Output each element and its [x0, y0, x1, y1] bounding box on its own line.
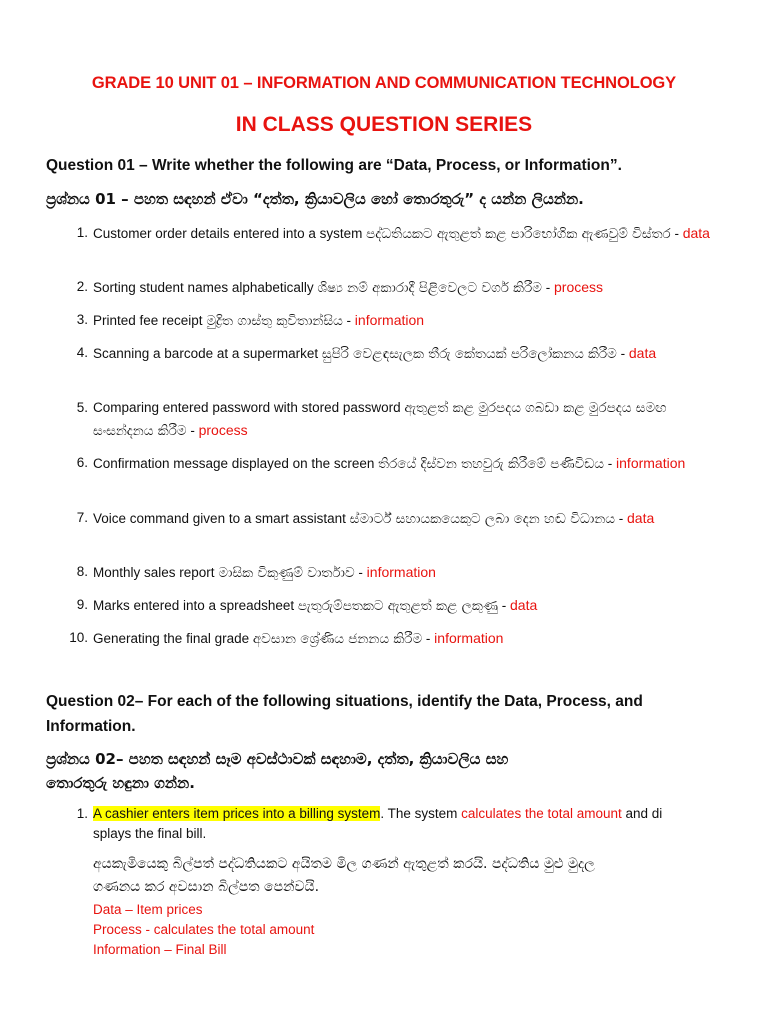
- list-item: [68, 507, 728, 530]
- item-separator: -: [186, 423, 199, 438]
- item-sinhala: සුපිරි වෙළඳසැලක තීරු කේතයක් පරිලෝකනය කිරීම: [321, 346, 617, 362]
- answer-information: Information – Final Bill: [93, 942, 227, 957]
- item-answer: process: [198, 422, 248, 438]
- list-item: [68, 342, 728, 365]
- question-1-sinhala-heading: ප්‍රශ්නය 01 – පහත සඳහන් ඒවා “දත්ත, ක්‍රියාවලිය හෝ තොරතුරු” ද යන්න ලියන්න.: [46, 190, 584, 208]
- document-title: GRADE 10 UNIT 01 – INFORMATION AND COMMUNICATION TECHNOLOGY: [91, 74, 677, 92]
- item-answer: process: [554, 279, 604, 295]
- item-answer: data: [627, 510, 655, 526]
- item-number: 1.: [76, 225, 88, 240]
- item-separator: -: [422, 631, 435, 646]
- list-item: [68, 452, 728, 475]
- list-item: [68, 627, 728, 650]
- item-sinhala: මුද්‍රිත ගාස්තු කුවිතාන්සිය: [206, 313, 343, 329]
- item-sinhala: ස්මාර්ට් සහායකයෙකුට ලබා දෙන හඬ විධානය: [349, 511, 616, 527]
- item-sinhala: පද්ධතියකට ඇතුළත් කළ පාරිභෝගික ඇණවුම් විස්තර: [366, 226, 671, 242]
- item-number: 9.: [76, 597, 88, 612]
- q2-sinhala-paragraph: [93, 853, 733, 899]
- item-sinhala: පැතුරුම්පතකට ඇතුළත් කළ ලකුණු: [297, 598, 499, 614]
- item-sinhala: ඇතුළත් කළ මුරපදය ගබඩා කළ මුරපදය සමඟ සංසන්දනය කිරීම: [93, 400, 667, 439]
- item-answer: data: [628, 345, 657, 361]
- item-separator: -: [498, 598, 511, 613]
- item-english: Sorting student names alphabetically: [93, 280, 318, 295]
- item-number: 6.: [76, 455, 88, 470]
- item-number: 1.: [76, 806, 88, 821]
- item-number: 4.: [76, 345, 88, 360]
- question-2-sinhala-heading: [46, 747, 736, 795]
- item-separator: -: [615, 511, 628, 526]
- list-item: [68, 397, 728, 442]
- item-number: 8.: [76, 564, 88, 579]
- item-english: Customer order details entered into a system: [93, 226, 367, 241]
- item-english: Printed fee receipt: [93, 313, 207, 328]
- item-english: Monthly sales report: [93, 565, 219, 580]
- item-red-text: calculates the total amount: [461, 806, 622, 821]
- item-separator: -: [616, 346, 629, 361]
- question-2-sinhala-line1: ප්‍රශ්නය 02– පහත සඳහන් සෑම අවස්ථාවක් සඳහාම, දත්ත, ක්‍රියාවලිය සහ: [46, 750, 509, 768]
- list-item: [68, 222, 728, 245]
- item-sinhala: තිරයේ දිස්වන තහවුරු කිරීමේ පණිවිඩය: [378, 456, 605, 472]
- question-2-heading: [46, 689, 726, 739]
- item-number: 5.: [76, 400, 88, 415]
- list-item: [68, 594, 728, 617]
- item-answer: information: [366, 564, 436, 580]
- item-text-b: and di: [621, 806, 663, 821]
- item-separator: -: [354, 565, 367, 580]
- answer-data: Data – Item prices: [93, 902, 203, 917]
- highlighted-text: A cashier enters item prices into a billing system: [93, 806, 381, 821]
- item-answer: data: [682, 225, 710, 241]
- item-sinhala: මාසික විකුණුම් වාර්තාව: [218, 565, 355, 581]
- item-answer: information: [434, 630, 504, 646]
- item-english: Generating the final grade: [93, 631, 253, 646]
- answer-process: Process - calculates the total amount: [93, 922, 315, 937]
- item-sinhala: ශිෂ්‍ය නම් අකාරාදී පිළිවෙලට වර්ග කිරීම: [317, 280, 543, 296]
- question-1-heading: Question 01 – Write whether the following are “Data, Process, or Information”.: [46, 157, 622, 174]
- item-separator: -: [542, 280, 555, 295]
- item-number: 2.: [76, 279, 88, 294]
- item-answer: information: [354, 312, 425, 328]
- q2-sinhala-line2: ගණනය කර අවසාන බිල්පත පෙන්වයි.: [93, 879, 320, 895]
- list-item: [68, 804, 728, 844]
- item-english: Marks entered into a spreadsheet: [93, 598, 298, 613]
- item-separator: -: [670, 226, 683, 241]
- q2-answers: [93, 900, 693, 960]
- item-text-a: . The system: [380, 806, 462, 821]
- item-english: Confirmation message displayed on the screen: [93, 456, 379, 471]
- item-number: 7.: [76, 510, 88, 525]
- item-separator: -: [604, 456, 617, 471]
- question-2-heading-line1: Question 02– For each of the following situations, identify the Data, Process, and: [46, 693, 643, 710]
- q2-sinhala-line1: අයකැමියෙකු බිල්පත් පද්ධතියකට අයිතම මිල ගණන් ඇතුළත් කරයි. පද්ධතිය මුළු මුදල: [93, 856, 595, 872]
- item-separator: -: [342, 313, 355, 328]
- list-item: [68, 309, 728, 332]
- question-2-heading-line2: Information.: [46, 718, 136, 735]
- item-answer: information: [616, 455, 686, 471]
- item-english: Comparing entered password with stored password: [93, 400, 405, 415]
- item-text-line2: splays the final bill.: [93, 826, 207, 841]
- document-subtitle: IN CLASS QUESTION SERIES: [235, 113, 533, 136]
- item-english: Voice command given to a smart assistant: [93, 511, 350, 526]
- item-number: 10.: [69, 630, 88, 645]
- question-2-sinhala-line2: තොරතුරු හඳුනා ගන්න.: [46, 774, 195, 792]
- item-number: 3.: [76, 312, 88, 327]
- item-english: Scanning a barcode at a supermarket: [93, 346, 322, 361]
- item-sinhala: අවසාන ශ්‍රේණිය ජනනය කිරීම: [252, 631, 423, 647]
- list-item: [68, 276, 728, 299]
- list-item: [68, 561, 728, 584]
- item-answer: data: [510, 597, 538, 613]
